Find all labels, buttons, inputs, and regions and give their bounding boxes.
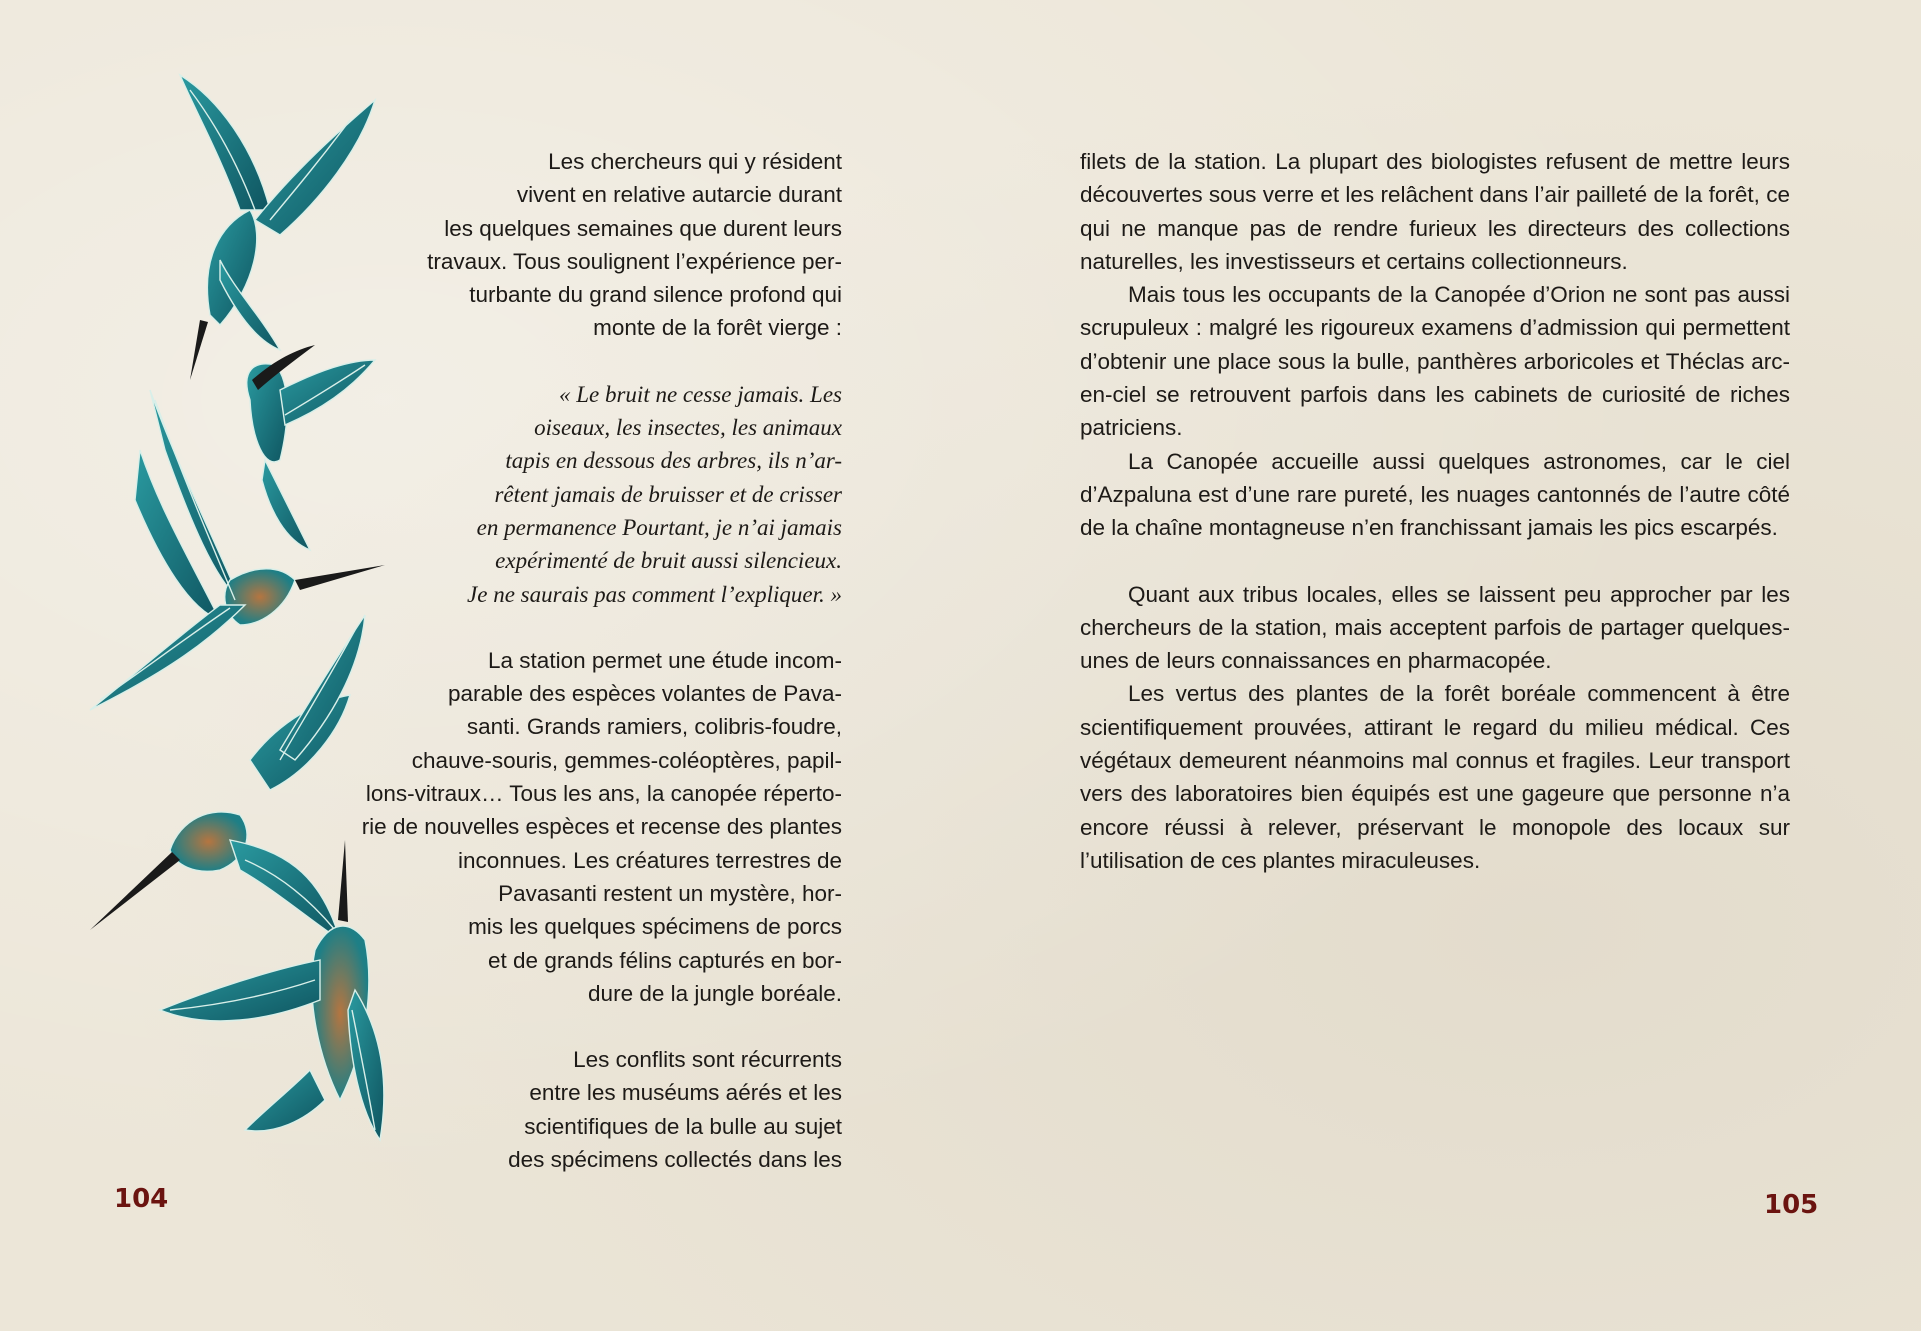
quote-line: en permanence Pourtant, je n’ai jamais	[476, 514, 842, 540]
right-text-column	[1080, 145, 1790, 877]
paragraph-2-line: La station permet une étude incom-	[488, 647, 842, 673]
paragraph-2-line: parable des espèces volantes de Pava-	[447, 681, 842, 707]
paragraph-3-line: des spécimens collectés dans les	[508, 1147, 842, 1173]
paragraph: Mais tous les occupants de la Canopée d’Orion ne sont pas aussi scrupuleux : malgré les rigoureux examens d’admission qui permettent d’obtenir une place sous la bulle, panthères arboricoles et Théclas arc-en-ciel se retrouvent parfois dans les cabinets de curiosité de riches patriciens.	[1080, 282, 1790, 441]
paragraph-3-line: Les conflits sont récurrents	[573, 1047, 842, 1073]
quote-line: « Le bruit ne cesse jamais. Les	[558, 381, 842, 407]
quote-line: Je ne saurais pas comment l’expliquer. »	[467, 581, 842, 607]
paragraph-1-line: les quelques semaines que durent leurs	[444, 215, 842, 241]
paragraph-2-line: santi. Grands ramiers, colibris-foudre,	[466, 714, 842, 740]
paragraph-1-line: Les chercheurs qui y résident	[548, 149, 842, 174]
paragraph-2-line: dure de la jungle boréale.	[588, 980, 842, 1006]
paragraph-2-line: Pavasanti restent un mystère, hor-	[498, 880, 842, 906]
paragraph-1-line: travaux. Tous soulignent l’expérience per-	[427, 248, 842, 274]
page-number-right: 105	[1764, 1190, 1819, 1220]
paragraph-2-line: et de grands félins capturés en bor-	[488, 947, 842, 973]
left-page	[0, 0, 960, 1331]
quote-line: oiseaux, les insectes, les animaux	[534, 415, 842, 441]
paragraph-continuation: filets de la station. La plupart des biologistes refusent de mettre leurs découvertes sous verre et les relâchent dans l’air pailleté de la forêt, ce qui ne manque pas de rendre furieux les directeurs des collections naturelles, les investisseurs et certains collectionneurs.	[1080, 149, 1790, 274]
paragraph-1-line: turbante du grand silence profond qui	[469, 282, 842, 308]
paragraph-3-line: scientifiques de la bulle au sujet	[524, 1113, 842, 1139]
paragraph-2-line: chauve-souris, gemmes-coléoptères, papil-	[411, 747, 842, 773]
paragraph-2-line: inconnues. Les créatures terrestres de	[458, 847, 842, 873]
paragraph-3-line: entre les muséums aérés et les	[529, 1080, 842, 1106]
paragraph: Quant aux tribus locales, elles se laissent peu approcher par les chercheurs de la station, mais acceptent parfois de partager quelques-unes de leurs connaissances en pharmacopée.	[1080, 581, 1790, 674]
quote-line: tapis en dessous des arbres, ils n’ar-	[505, 448, 842, 474]
paragraph-2-line: lons-vitraux… Tous les ans, la canopée réperto-	[365, 781, 842, 807]
quote-line: rêtent jamais de bruisser et de crisser	[494, 481, 842, 507]
paragraph-1-line: monte de la forêt vierge :	[593, 315, 842, 341]
paragraph: Les vertus des plantes de la forêt boréale commencent à être scientifiquement prouvées, attirant le regard du milieu médical. Ces végétaux demeurent néanmoins mal connus et fragiles. Leur transport vers des laboratoires bien équipés est une gageure que personne n’a encore réussi à relever, préservant le monopole des locaux sur l’utilisation de ces plantes miraculeuses.	[1080, 681, 1790, 873]
paragraph-1-line: vivent en relative autarcie durant	[516, 182, 842, 208]
quote-line: expérimenté de bruit aussi silencieux.	[495, 548, 842, 574]
left-text-column	[330, 145, 842, 1176]
paragraph-2-line: mis les quelques spécimens de porcs	[468, 914, 842, 940]
hummingbird-4	[90, 615, 365, 940]
paragraph-2-line: rie de nouvelles espèces et recense des plantes	[361, 814, 842, 840]
page-number-left: 104	[114, 1184, 169, 1214]
paragraph: La Canopée accueille aussi quelques astronomes, car le ciel d’Azpaluna est d’une rare pureté, les nuages cantonnés de l’autre côté de la chaîne montagneuse n’en franchissant jamais les pics escarpés.	[1080, 448, 1790, 541]
